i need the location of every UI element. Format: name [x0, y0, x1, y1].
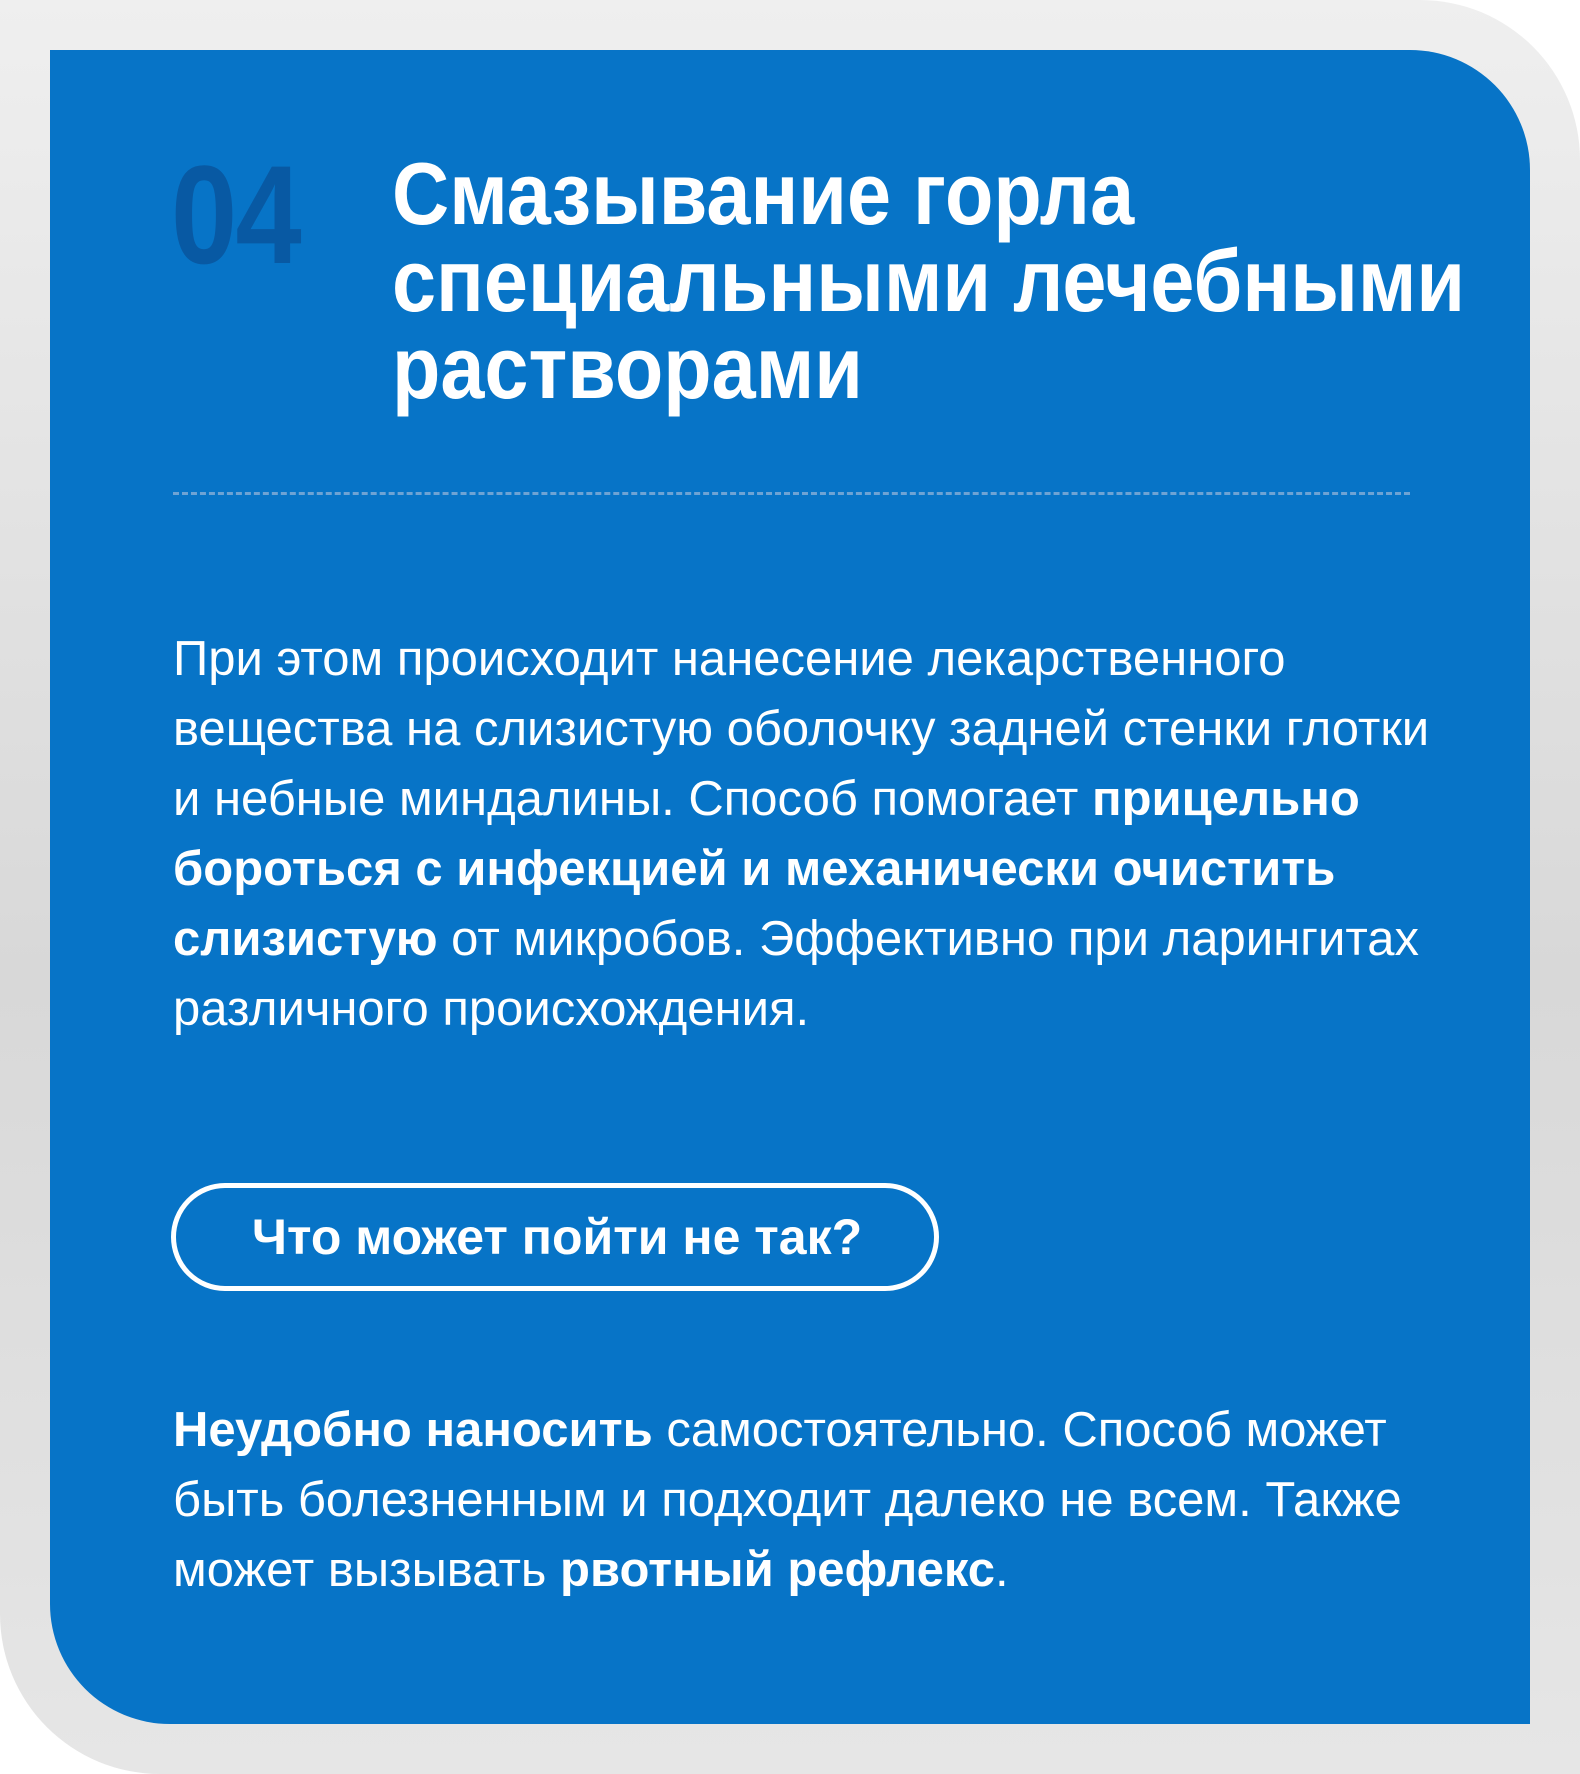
info-card — [50, 50, 1530, 1724]
description-text-1: При этом происходит нанесение лекарственного вещества на слизистую оболочку задней стенки глотки и небные миндалины. Способ помогает — [173, 632, 1430, 826]
badge-label: Что может пойти не так? — [251, 1209, 863, 1265]
dashed-divider — [173, 492, 1410, 495]
what-can-go-wrong-badge — [171, 1183, 939, 1291]
warning-text-1: самостоятельно. Способ может быть болезненным и подходит далеко не всем. Также может вызывать — [173, 1403, 1402, 1597]
warning-highlight-2: рвотный рефлекс — [560, 1543, 996, 1597]
card-title — [392, 144, 1466, 417]
title-line-3: растворами — [392, 318, 863, 417]
title-line-2: специальными лечебными — [392, 231, 1466, 330]
description-highlight: прицельно бороться с инфекцией и механически очистить слизистую — [173, 772, 1360, 966]
step-number: 04 — [171, 136, 300, 293]
warning-paragraph — [173, 1395, 1433, 1605]
description-paragraph — [173, 624, 1433, 1044]
warning-text-2: . — [995, 1543, 1009, 1597]
title-line-1: Смазывание горла — [392, 144, 1135, 243]
description-text-2: от микробов. Эффективно при ларингитах различного происхождения. — [173, 912, 1420, 1036]
warning-highlight-1: Неудобно наносить — [173, 1403, 653, 1457]
